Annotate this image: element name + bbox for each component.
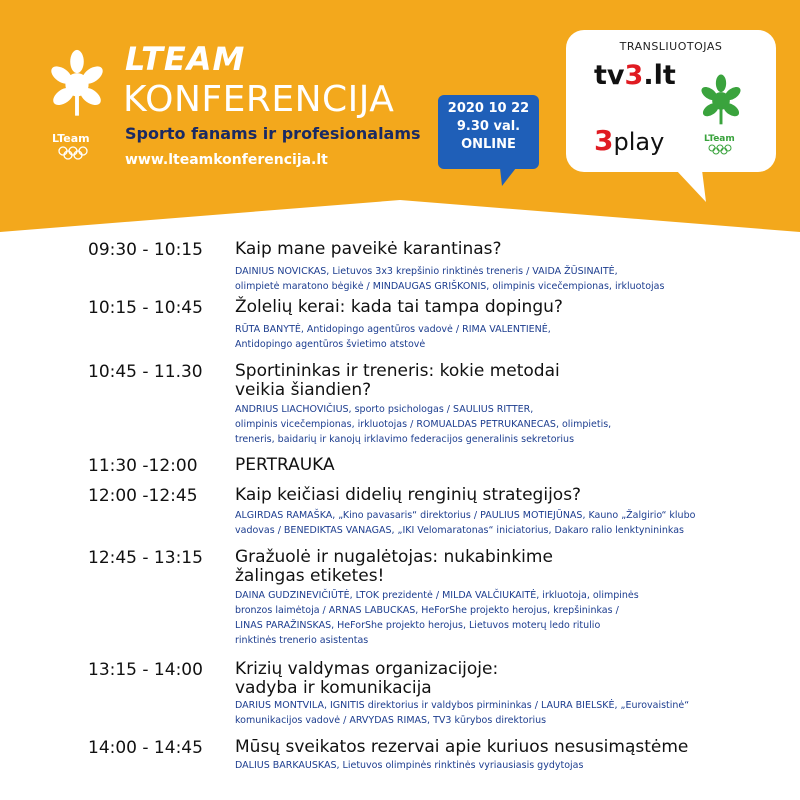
- website-link[interactable]: www.lteamkonferencija.lt: [125, 152, 328, 168]
- session-time: 13:15 - 14:00: [88, 660, 203, 680]
- broadcaster-title: TRANSLIUOTOJAS: [619, 40, 723, 53]
- session-time: 12:45 - 13:15: [88, 548, 203, 568]
- online-text: ONLINE: [461, 137, 516, 152]
- session-time: 10:45 - 11.30: [88, 362, 203, 382]
- brand-title: LTEAM: [125, 40, 246, 78]
- broadcaster-box: [566, 30, 776, 172]
- session-speakers: ALGIRDAS RAMAŠKA, „Kino pavasaris“ direktorius / PAULIUS MOTIEJŪNAS, Kauno „Žalgirio“ klubo vadovas / BENEDIKTAS VANAGAS, „IKI Velomaratonas“ iniciatorius, Dakaro ralio lenktynininkas: [235, 510, 696, 536]
- session-speakers: DAINIUS NOVICKAS, Lietuvos 3x3 krepšinio rinktinės treneris / VAIDA ŽŪSINAITĖ, olimpietė maratono bėgikė / MINDAUGAS GRIŠKONIS, olimpinis vicečempionas, irkluotojas: [235, 266, 665, 292]
- session-speakers: DARIUS MONTVILA, IGNITIS direktorius ir valdybos pirmininkas / LAURA BIELSKĖ, „Eurovaistinė“ komunikacijos vadovė / ARVYDAS RIMAS, TV3 kūrybos direktorius: [235, 700, 690, 726]
- session-time: 10:15 - 10:45: [88, 298, 203, 318]
- olympic-rings-icon: [57, 146, 91, 160]
- date-text: 2020 10 22: [447, 101, 530, 116]
- lteam-leaf-icon: [48, 48, 106, 125]
- logo-text: LTeam: [52, 132, 90, 145]
- session-title: PERTRAUKA: [235, 455, 335, 475]
- session-title: Kaip keičiasi didelių renginių strategijos?: [235, 485, 582, 505]
- play-logo: 3play: [594, 124, 665, 157]
- session-title: Krizių valdymas organizacijoje: vadyba ir komunikacija: [235, 659, 499, 698]
- header-banner: [0, 0, 800, 250]
- session-title: Kaip mane paveikė karantinas?: [235, 239, 502, 259]
- logo2-text: LTeam: [704, 134, 735, 144]
- session-title: Mūsų sveikatos rezervai apie kuriuos nesusimąstėme: [235, 737, 689, 757]
- session-time: 09:30 - 10:15: [88, 240, 203, 260]
- session-title: Žolelių kerai: kada tai tampa dopingu?: [235, 297, 563, 317]
- olympic-rings-small-icon: [707, 144, 733, 155]
- tv3-logo: tv3.lt: [594, 60, 676, 91]
- date-badge-tail: [500, 168, 520, 188]
- session-time: 14:00 - 14:45: [88, 738, 203, 758]
- session-speakers: DALIUS BARKAUSKAS, Lietuvos olimpinės rinktinės vyriausiasis gydytojas: [235, 760, 584, 771]
- broadcaster-box-tail: [676, 170, 706, 204]
- session-time: 12:00 -12:45: [88, 486, 198, 506]
- brand-subtitle: KONFERENCIJA: [123, 79, 395, 120]
- time-text: 9.30 val.: [456, 119, 521, 134]
- session-speakers: ANDRIUS LIACHOVIČIUS, sporto psichologas / SAULIUS RITTER, olimpinis vicečempionas, irkluotojas / ROMUALDAS PETRUKANECAS, olimpietis, treneris, baidarių ir kanojų irklavimo federacijos generalinis sekretorius: [235, 404, 612, 445]
- session-title: Gražuolė ir nugalėtojas: nukabinkime žalingas etiketes!: [235, 547, 553, 586]
- lteam-green-leaf-icon: [699, 73, 743, 132]
- session-time: 11:30 -12:00: [88, 456, 198, 476]
- session-speakers: DAINA GUDZINEVIČIŪTĖ, LTOK prezidentė / MILDA VALČIUKAITĖ, irkluotoja, olimpinės bronzos laimėtoja / ARNAS LABUCKAS, HeForShe projekto herojus, krepšininkas / LINAS PARAŽINSKAS, HeForShe projekto herojus, Lietuvos moterų ledo ritulio rinktinės trenerio asistentas: [235, 590, 639, 646]
- date-badge: [438, 95, 539, 169]
- session-title: Sportininkas ir treneris: kokie metodai veikia šiandien?: [235, 361, 560, 400]
- session-speakers: RŪTA BANYTĖ, Antidopingo agentūros vadovė / RIMA VALENTIENĖ, Antidopingo agentūros švietimo atstovė: [235, 324, 551, 350]
- tagline: Sporto fanams ir profesionalams: [125, 124, 421, 143]
